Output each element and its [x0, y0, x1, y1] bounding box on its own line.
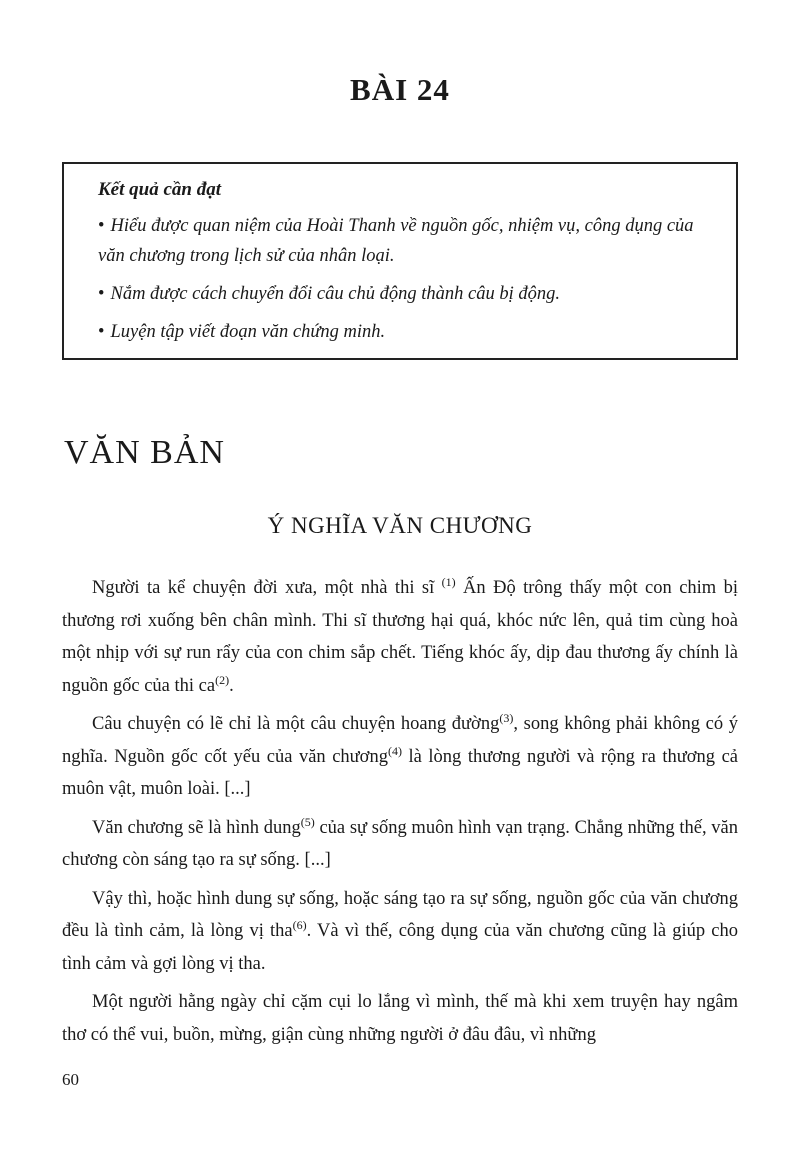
- paragraph: [62, 986, 738, 1051]
- paragraph: [62, 572, 738, 702]
- bullet-icon: •: [98, 284, 105, 304]
- objective-item: [98, 211, 706, 271]
- paragraph-text: . Và vì thế, công dụng của văn chương cũng là giúp cho tình cảm và gợi lòng vị tha.: [62, 921, 738, 974]
- paragraph-text: của sự sống muôn hình vạn trạng. Chẳng những thế, văn chương còn sáng tạo ra sự sống. [...]: [62, 817, 738, 870]
- objective-text: Nắm được cách chuyển đổi câu chủ động thành câu bị động.: [110, 284, 560, 304]
- footnote-ref: (5): [300, 814, 315, 829]
- paragraph: [62, 883, 738, 981]
- objective-text: Luyện tập viết đoạn văn chứng minh.: [110, 322, 386, 342]
- footnote-ref: (2): [215, 672, 230, 687]
- footnote-ref: (1): [441, 574, 456, 589]
- objective-item: [98, 317, 706, 347]
- paragraph-text: Câu chuyện có lẽ chỉ là một câu chuyện hoang đường: [92, 714, 500, 734]
- paragraph-text: Người ta kể chuyện đời xưa, một nhà thi sĩ: [92, 578, 442, 598]
- bullet-icon: •: [98, 216, 105, 236]
- objective-item: [98, 279, 706, 309]
- paragraph-text: , song không phải không có ý nghĩa. Nguồn gốc cốt yếu của văn chương: [62, 714, 738, 767]
- objectives-heading: Kết quả cần đạt: [98, 179, 221, 200]
- footnote-ref: (6): [292, 917, 307, 932]
- footnote-ref: (4): [387, 743, 402, 758]
- lesson-title: BÀI 24: [350, 72, 450, 107]
- page-number: 60: [62, 1070, 79, 1089]
- bullet-icon: •: [98, 322, 105, 342]
- paragraph-text: Vậy thì, hoặc hình dung sự sống, hoặc sáng tạo ra sự sống, nguồn gốc của văn chương đều là tình cảm, là lòng vị tha: [62, 888, 738, 941]
- objective-text: Hiểu được quan niệm của Hoài Thanh về nguồn gốc, nhiệm vụ, công dụng của văn chương trong lịch sử của nhân loại.: [98, 216, 694, 266]
- text-title: Ý NGHĨA VĂN CHƯƠNG: [267, 513, 533, 538]
- paragraph: [62, 708, 738, 806]
- objectives-box: [62, 162, 738, 360]
- paragraph-text: là lòng thương người và rộng ra thương cả muôn vật, muôn loài. [...]: [62, 746, 739, 799]
- section-heading: VĂN BẢN: [64, 434, 225, 471]
- paragraph-text: Văn chương sẽ là hình dung: [92, 817, 301, 838]
- paragraph-text: Một người hằng ngày chỉ cặm cụi lo lắng vì mình, thế mà khi xem truyện hay ngâm thơ có thể vui, buồn, mừng, giận cùng những người ở đâu đâu, vì những: [62, 992, 738, 1045]
- paragraph-text: .: [229, 675, 234, 696]
- paragraph: [62, 812, 738, 877]
- body-text: [62, 572, 738, 1057]
- footnote-ref: (3): [499, 710, 514, 725]
- paragraph-text: Ấn Độ trông thấy một con chim bị thương rơi xuống bên chân mình. Thi sĩ thương hại quá, khóc nức lên, quả tim cùng hoà một nhịp với sự run rẩy của con chim sắp chết. Tiếng khóc ấy, dịp đau thương ấy chính là nguồn gốc của thi ca: [62, 578, 738, 696]
